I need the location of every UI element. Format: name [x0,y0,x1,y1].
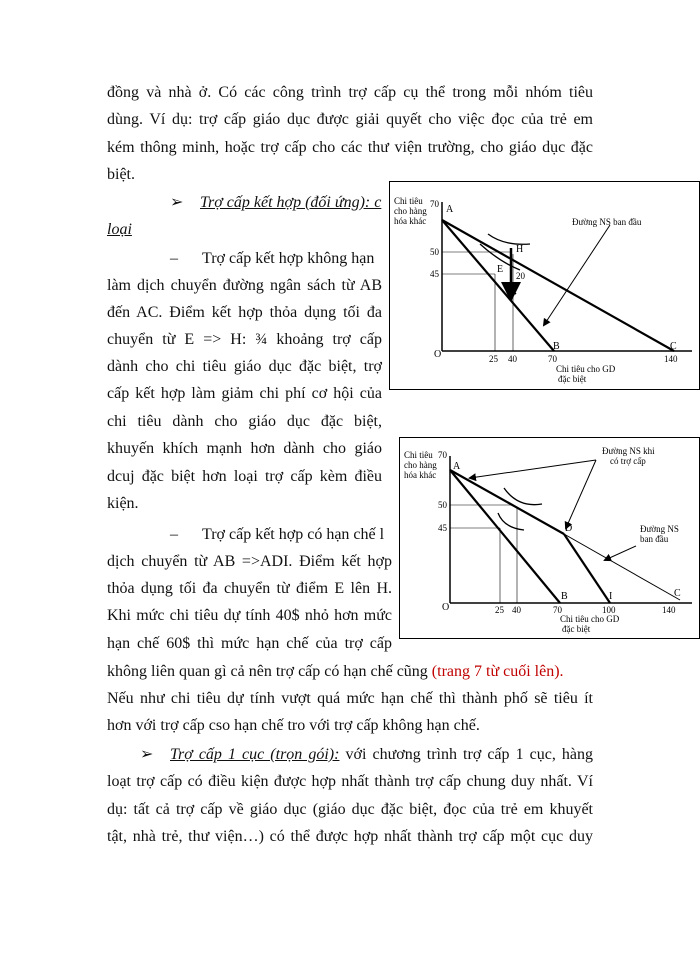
budget-line-ac [442,220,674,351]
point-e: E [497,264,504,275]
dash-marker: – [170,250,178,267]
figure-limited-matching [399,437,700,639]
x-tick-70: 70 [553,605,562,615]
y-label-1: Chi tiêu [394,196,423,206]
indifference-curve-2 [504,488,542,505]
point-b: B [561,591,568,602]
point-d: D [565,523,573,534]
x-tick-25: 25 [489,354,498,364]
para1-line4: biệt. [107,166,135,183]
limited-line6 [107,661,564,683]
page-reference: (trang 7 từ cuối lên). [431,663,564,680]
limited-line3: thỏa dụng tối đa chuyển từ điểm E lên H. [107,580,392,597]
annotation-arrow-2 [566,460,596,528]
y-label-3: hóa khác [394,216,427,226]
bullet-icon: ➢ [170,194,184,211]
unlimited-line5: dành cho chi tiêu giáo dục đặc biệt, trợ [107,358,382,375]
para1-line1: đồng và nhà ở. Có các công trình trợ cấp cụ thể trong mỗi nhóm tiêu [107,84,593,101]
figure2-svg [400,438,699,638]
point-c: C [674,588,681,599]
y-label-3: hóa khác [404,470,437,480]
budget-line-di [564,534,613,603]
limited-line1: Trợ cấp kết hợp có hạn chế l [202,526,385,543]
block-title: Trợ cấp 1 cục (trọn gói): [170,746,340,763]
point-h: H [516,244,524,255]
x-label-2: đặc biệt [562,624,591,634]
matching-title: Trợ cấp kết hợp (đối ứng): c [200,194,382,211]
para1-line2: dùng. Ví dụ: trợ cấp giáo dục được giải quyết cho việc đọc của trẻ em [107,111,593,128]
block-line4: tật, nhà trẻ, thư viện…) có thể được hợp nhất thành trợ cấp một cục duy [107,828,593,845]
unlimited-line3: đến AC. Điểm kết hợp thỏa dụng tối đa [107,304,382,321]
unlimited-line4: chuyển từ E => H: ¾ khoảng trợ cấp [107,331,382,348]
x-tick-40: 40 [508,354,517,364]
bullet-icon: ➢ [140,746,154,763]
indifference-curve-2 [488,234,530,244]
origin-label: O [434,349,442,360]
y-tick-45: 45 [430,269,439,279]
annotation-original-budget: Đường NS ban đầu [572,217,642,227]
figure-unlimited-matching [389,181,700,390]
unlimited-line6: cấp kết hợp làm giảm chi phí cơ hội của [107,385,382,402]
unlimited-line8: khuyến khích mạnh hơn dành cho giáo [107,440,382,457]
point-c: C [670,341,677,352]
limited-line6-text: không liên quan gì cả nên trợ cấp có hạn chế cũng [107,663,432,680]
limited-line2: dịch chuyển từ AB =>ADI. Điểm kết hợp [107,553,392,570]
limited-line8: hơn với trợ cấp cso hạn chế tro với trợ cấp không hạn chế. [107,717,480,734]
y-tick-50: 50 [438,500,447,510]
x-tick-40: 40 [512,605,521,615]
x-tick-140: 140 [662,605,676,615]
subsidy-value: 20 [516,271,525,281]
annotation-original-1: Đường NS [640,524,679,534]
x-tick-70: 70 [548,354,557,364]
dash-marker: – [170,526,178,543]
point-a: A [446,204,454,215]
matching-title-cont: loại [107,221,132,238]
point-b: B [553,341,560,352]
annotation-arrow-1 [470,460,596,478]
block-line3: dụ: tất cả trợ cấp về giáo dục (giáo dục đặc biệt, đọc của trẻ em khuyết [107,801,593,818]
annotation-original-2: ban đầu [640,534,669,544]
block-line1 [170,744,593,766]
y-label-2: cho hàng [404,460,437,470]
unlimited-line7: chi tiêu dành cho giáo dục đặc biệt, [107,413,382,430]
point-a: A [453,461,461,472]
origin-label: O [442,602,450,613]
para1-line3: kém thông minh, hoặc trợ cấp cho các thư viện trường, cho giáo dục đặc [107,139,593,156]
block-line2: loạt trợ cấp có điều kiện được hợp nhất thành trợ cấp chung duy nhất. Ví [107,773,593,790]
limited-line4: Khi mức chi tiêu dự tính 40$ nhỏ hơn mức [107,607,392,624]
limited-line7: Nếu như chi tiêu dự tính vượt quá mức hạn chế thì thành phố sẽ tiêu ít [107,690,593,707]
y-label-1: Chi tiêu [404,450,433,460]
limited-line5: hạn chế 60$ thì mức hạn chế của trợ cấp [107,635,392,652]
y-tick-50: 50 [430,247,439,257]
x-label-2: đặc biệt [558,374,587,384]
block-line1-text: với chương trình trợ cấp 1 cục, hàng [339,746,594,763]
y-label-2: cho hàng [394,206,427,216]
y-tick-45: 45 [438,523,447,533]
y-tick-70: 70 [438,450,447,460]
x-label-1: Chi tiêu cho GD [560,614,620,624]
unlimited-line9: dcuj đặc biệt hơn loại trợ cấp kèm điều [107,468,382,485]
annotation-subsidy-budget-2: có trợ cấp [610,456,646,466]
figure1-svg [390,182,699,389]
point-i: I [609,591,613,602]
y-tick-70: 70 [430,199,439,209]
unlimited-line2: làm dịch chuyển đường ngân sách từ AB [107,277,382,294]
x-tick-100: 100 [602,605,616,615]
x-tick-25: 25 [495,605,504,615]
indifference-curve-1 [498,513,524,530]
unlimited-line10: kiện. [107,495,139,512]
annotation-arrow-3 [605,546,636,560]
x-label-1: Chi tiêu cho GD [556,364,616,374]
annotation-subsidy-budget-1: Đường NS khi [602,446,655,456]
unlimited-line1: Trợ cấp kết hợp không hạn [202,250,375,267]
x-tick-140: 140 [664,354,678,364]
